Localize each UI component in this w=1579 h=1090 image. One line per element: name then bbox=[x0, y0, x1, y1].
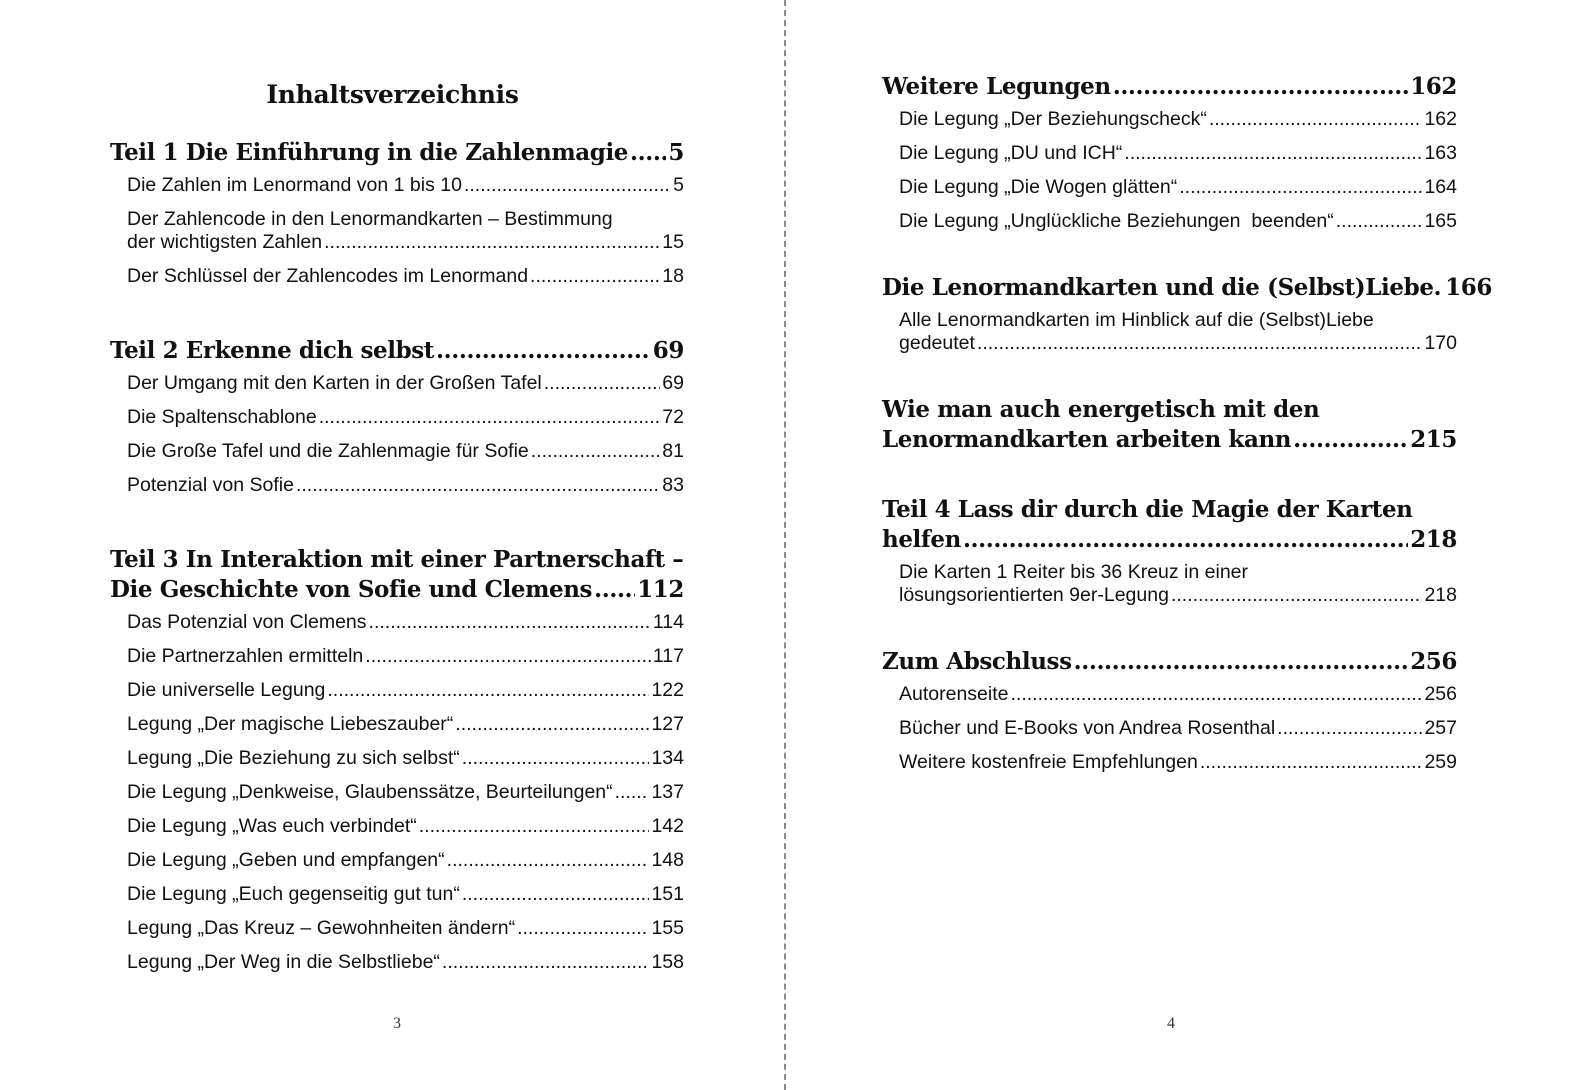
entry-last-line bbox=[899, 717, 1457, 740]
entry-text: der wichtigsten Zahlen bbox=[127, 231, 323, 253]
section-page-number: 5 bbox=[668, 139, 684, 166]
toc-entry[interactable] bbox=[110, 372, 684, 395]
toc-entry[interactable] bbox=[110, 747, 684, 770]
entry-last-line bbox=[127, 917, 684, 940]
toc-left-column bbox=[110, 138, 684, 974]
entry-text: Der Zahlencode in den Lenormandkarten – Bestimmung bbox=[127, 208, 613, 230]
dot-leader bbox=[1011, 683, 1423, 706]
section-page-number: 215 bbox=[1410, 426, 1457, 453]
dot-leader bbox=[1277, 717, 1422, 740]
section-heading-last-line bbox=[882, 425, 1457, 455]
dot-leader bbox=[531, 440, 661, 463]
entry-text: Der Schlüssel der Zahlencodes im Lenormand bbox=[127, 265, 529, 287]
toc-entry[interactable] bbox=[110, 679, 684, 702]
dot-leader bbox=[455, 713, 649, 736]
section-title: Die Geschichte von Sofie und Clemens bbox=[110, 576, 593, 603]
dot-leader bbox=[615, 781, 650, 804]
toc-entry[interactable] bbox=[110, 781, 684, 804]
entry-page-number: 257 bbox=[1424, 717, 1457, 739]
dot-leader bbox=[324, 231, 660, 254]
entry-page-number: 256 bbox=[1424, 683, 1457, 705]
toc-entry[interactable] bbox=[110, 474, 684, 497]
toc-entry[interactable] bbox=[110, 917, 684, 940]
toc-entry[interactable] bbox=[882, 683, 1457, 706]
toc-section-heading[interactable] bbox=[110, 545, 684, 605]
entry-text: Die Spaltenschablone bbox=[127, 406, 317, 428]
entry-text: Der Umgang mit den Karten in der Großen Tafel bbox=[127, 372, 542, 394]
entry-text: Die Partnerzahlen ermitteln bbox=[127, 645, 364, 667]
entry-last-line bbox=[899, 210, 1457, 233]
entry-text: Die Legung „Was euch verbindet“ bbox=[127, 815, 417, 837]
toc-entry[interactable] bbox=[882, 108, 1457, 131]
toc-entry[interactable] bbox=[110, 951, 684, 974]
entry-last-line bbox=[899, 584, 1457, 607]
toc-entry[interactable] bbox=[110, 645, 684, 668]
entry-last-line bbox=[899, 176, 1457, 199]
entry-text: Die Legung „Denkweise, Glaubenssätze, Beurteilungen“ bbox=[127, 781, 613, 803]
section-title: Teil 3 In Interaktion mit einer Partnerschaft – bbox=[110, 546, 684, 573]
entry-page-number: 5 bbox=[673, 174, 684, 196]
entry-text: Die Legung „Geben und empfangen“ bbox=[127, 849, 445, 871]
section-title: helfen bbox=[882, 526, 961, 553]
toc-entry[interactable] bbox=[110, 208, 684, 254]
dot-leader bbox=[462, 883, 650, 906]
dot-leader bbox=[1124, 142, 1422, 165]
dot-leader bbox=[1293, 425, 1408, 455]
entry-page-number: 218 bbox=[1424, 584, 1457, 606]
entry-last-line bbox=[899, 683, 1457, 706]
left-page bbox=[0, 0, 785, 1090]
section-page-number: 162 bbox=[1410, 73, 1457, 100]
entry-text: Legung „Der Weg in die Selbstliebe“ bbox=[127, 951, 440, 973]
entry-text: Die Zahlen im Lenormand von 1 bis 10 bbox=[127, 174, 462, 196]
entry-last-line bbox=[127, 713, 684, 736]
toc-entry[interactable] bbox=[110, 611, 684, 634]
entry-page-number: 114 bbox=[652, 611, 684, 633]
toc-entry[interactable] bbox=[110, 440, 684, 463]
section-title: Die Lenormandkarten und die (Selbst)Liebe. bbox=[882, 274, 1442, 301]
toc-section-heading[interactable] bbox=[882, 495, 1457, 555]
toc-entry[interactable] bbox=[110, 406, 684, 429]
dot-leader bbox=[464, 174, 671, 197]
section-heading-last-line bbox=[882, 525, 1457, 555]
toc-section-heading[interactable] bbox=[882, 273, 1492, 303]
section-title: Weitere Legungen bbox=[882, 73, 1111, 100]
entry-last-line bbox=[127, 951, 684, 974]
entry-last-line bbox=[127, 645, 684, 668]
dot-leader bbox=[365, 645, 651, 668]
entry-text: Die universelle Legung bbox=[127, 679, 326, 701]
entry-page-number: 15 bbox=[662, 231, 684, 253]
section-page-number: 256 bbox=[1410, 648, 1457, 675]
dot-leader bbox=[1179, 176, 1422, 199]
section-page-number: 166 bbox=[1445, 274, 1492, 301]
dot-leader bbox=[1209, 108, 1423, 131]
entry-page-number: 72 bbox=[662, 406, 684, 428]
right-page bbox=[786, 0, 1579, 1090]
dot-leader bbox=[963, 525, 1408, 555]
entry-text: Legung „Das Kreuz – Gewohnheiten ändern“ bbox=[127, 917, 516, 939]
toc-entry[interactable] bbox=[882, 176, 1457, 199]
section-page-number: 69 bbox=[652, 337, 684, 364]
dot-leader bbox=[1113, 72, 1408, 102]
toc-section-heading[interactable] bbox=[882, 72, 1457, 102]
entry-text: Das Potenzial von Clemens bbox=[127, 611, 367, 633]
section-page-number: 218 bbox=[1410, 526, 1457, 553]
entry-text: Potenzial von Sofie bbox=[127, 474, 294, 496]
entry-last-line bbox=[127, 781, 684, 804]
dot-leader bbox=[594, 575, 635, 605]
entry-text: Die Legung „Euch gegenseitig gut tun“ bbox=[127, 883, 460, 905]
dot-leader bbox=[1171, 584, 1423, 607]
entry-last-line bbox=[127, 849, 684, 872]
entry-page-number: 81 bbox=[662, 440, 684, 462]
entry-text: Die Legung „Der Beziehungscheck“ bbox=[899, 108, 1207, 130]
entry-page-number: 117 bbox=[652, 645, 684, 667]
dot-leader bbox=[462, 747, 650, 770]
entry-last-line bbox=[127, 815, 684, 838]
entry-last-line bbox=[127, 611, 684, 634]
entry-page-number: 163 bbox=[1424, 142, 1457, 164]
dot-leader bbox=[1074, 647, 1409, 677]
toc-entry[interactable] bbox=[110, 174, 684, 197]
entry-page-number: 259 bbox=[1424, 751, 1457, 773]
entry-last-line bbox=[899, 751, 1457, 774]
entry-last-line bbox=[127, 174, 684, 197]
toc-entry[interactable] bbox=[882, 210, 1457, 233]
section-heading-last-line bbox=[882, 273, 1492, 303]
dot-leader bbox=[530, 265, 660, 288]
entry-last-line bbox=[127, 474, 684, 497]
entry-page-number: 127 bbox=[651, 713, 684, 735]
entry-page-number: 18 bbox=[662, 265, 684, 287]
section-title: Teil 2 Erkenne dich selbst bbox=[110, 337, 435, 364]
dot-leader bbox=[1336, 210, 1423, 233]
dot-leader bbox=[296, 474, 660, 497]
entry-text: Legung „Der magische Liebeszauber“ bbox=[127, 713, 454, 735]
entry-page-number: 162 bbox=[1424, 108, 1457, 130]
entry-last-line bbox=[127, 265, 684, 288]
section-title: Teil 1 Die Einführung in die Zahlenmagie bbox=[110, 139, 629, 166]
entry-last-line bbox=[899, 332, 1457, 355]
entry-page-number: 164 bbox=[1424, 176, 1457, 198]
entry-page-number: 69 bbox=[662, 372, 684, 394]
page-number: 3 bbox=[393, 1015, 401, 1032]
dot-leader bbox=[419, 815, 650, 838]
toc-section-heading[interactable] bbox=[882, 395, 1457, 455]
dot-leader bbox=[1200, 751, 1423, 774]
entry-text: Die Große Tafel und die Zahlenmagie für Sofie bbox=[127, 440, 529, 462]
entry-page-number: 134 bbox=[651, 747, 684, 769]
entry-page-number: 122 bbox=[651, 679, 684, 701]
toc-entry[interactable] bbox=[110, 849, 684, 872]
entry-page-number: 165 bbox=[1424, 210, 1457, 232]
toc-entry[interactable] bbox=[110, 815, 684, 838]
entry-last-line bbox=[899, 142, 1457, 165]
entry-page-number: 148 bbox=[651, 849, 684, 871]
entry-page-number: 158 bbox=[651, 951, 684, 973]
toc-entry[interactable] bbox=[110, 265, 684, 288]
toc-section-heading[interactable] bbox=[882, 647, 1457, 677]
entry-page-number: 142 bbox=[651, 815, 684, 837]
entry-text: Alle Lenormandkarten im Hinblick auf die (Selbst)Liebe bbox=[899, 309, 1374, 331]
entry-last-line bbox=[127, 679, 684, 702]
section-heading-last-line bbox=[882, 647, 1457, 677]
toc-entry[interactable] bbox=[110, 883, 684, 906]
entry-page-number: 151 bbox=[651, 883, 684, 905]
entry-text: Legung „Die Beziehung zu sich selbst“ bbox=[127, 747, 460, 769]
entry-page-number: 155 bbox=[651, 917, 684, 939]
entry-text: Die Legung „DU und ICH“ bbox=[899, 142, 1123, 164]
toc-entry[interactable] bbox=[882, 561, 1457, 607]
dot-leader bbox=[327, 679, 649, 702]
entry-text: Die Legung „Unglückliche Beziehungen beenden“ bbox=[899, 210, 1334, 232]
entry-text: Weitere kostenfreie Empfehlungen bbox=[899, 751, 1198, 773]
entry-text: Die Legung „Die Wogen glätten“ bbox=[899, 176, 1178, 198]
dot-leader bbox=[544, 372, 661, 395]
toc-section-heading[interactable] bbox=[110, 336, 684, 366]
entry-text: gedeutet bbox=[899, 332, 975, 354]
dot-leader bbox=[447, 849, 650, 872]
entry-last-line bbox=[127, 747, 684, 770]
toc-entry[interactable] bbox=[882, 309, 1457, 355]
dot-leader bbox=[369, 611, 651, 634]
dot-leader bbox=[436, 336, 651, 366]
entry-last-line bbox=[127, 883, 684, 906]
section-title: Zum Abschluss bbox=[882, 648, 1072, 675]
dot-leader bbox=[319, 406, 661, 429]
entry-last-line bbox=[899, 108, 1457, 131]
section-title: Teil 4 Lass dir durch die Magie der Karten bbox=[882, 496, 1413, 523]
toc-right-column bbox=[882, 72, 1492, 774]
entry-last-line bbox=[127, 440, 684, 463]
dot-leader bbox=[630, 138, 666, 168]
entry-text: lösungsorientierten 9er-Legung bbox=[899, 584, 1169, 606]
entry-last-line bbox=[127, 231, 684, 254]
toc-section-heading[interactable] bbox=[110, 138, 684, 168]
entry-last-line bbox=[127, 372, 684, 395]
entry-text: Die Karten 1 Reiter bis 36 Kreuz in einer bbox=[899, 561, 1249, 583]
toc-entry[interactable] bbox=[882, 717, 1457, 740]
toc-title: Inhaltsverzeichnis bbox=[266, 80, 519, 109]
section-title: Lenormandkarten arbeiten kann bbox=[882, 426, 1292, 453]
dot-leader bbox=[517, 917, 649, 940]
entry-text: Autorenseite bbox=[899, 683, 1009, 705]
entry-page-number: 83 bbox=[662, 474, 684, 496]
toc-entry[interactable] bbox=[882, 751, 1457, 774]
entry-text: Bücher und E-Books von Andrea Rosenthal bbox=[899, 717, 1276, 739]
section-heading-last-line bbox=[110, 336, 684, 366]
section-heading-last-line bbox=[110, 575, 684, 605]
toc-entry[interactable] bbox=[882, 142, 1457, 165]
section-heading-last-line bbox=[110, 138, 684, 168]
entry-last-line bbox=[127, 406, 684, 429]
page-number: 4 bbox=[1167, 1015, 1175, 1032]
section-page-number: 112 bbox=[637, 576, 684, 603]
entry-page-number: 137 bbox=[651, 781, 684, 803]
section-heading-last-line bbox=[882, 72, 1457, 102]
dot-leader bbox=[442, 951, 650, 974]
dot-leader bbox=[977, 332, 1423, 355]
section-title: Wie man auch energetisch mit den bbox=[882, 396, 1320, 423]
toc-entry[interactable] bbox=[110, 713, 684, 736]
entry-page-number: 170 bbox=[1424, 332, 1457, 354]
